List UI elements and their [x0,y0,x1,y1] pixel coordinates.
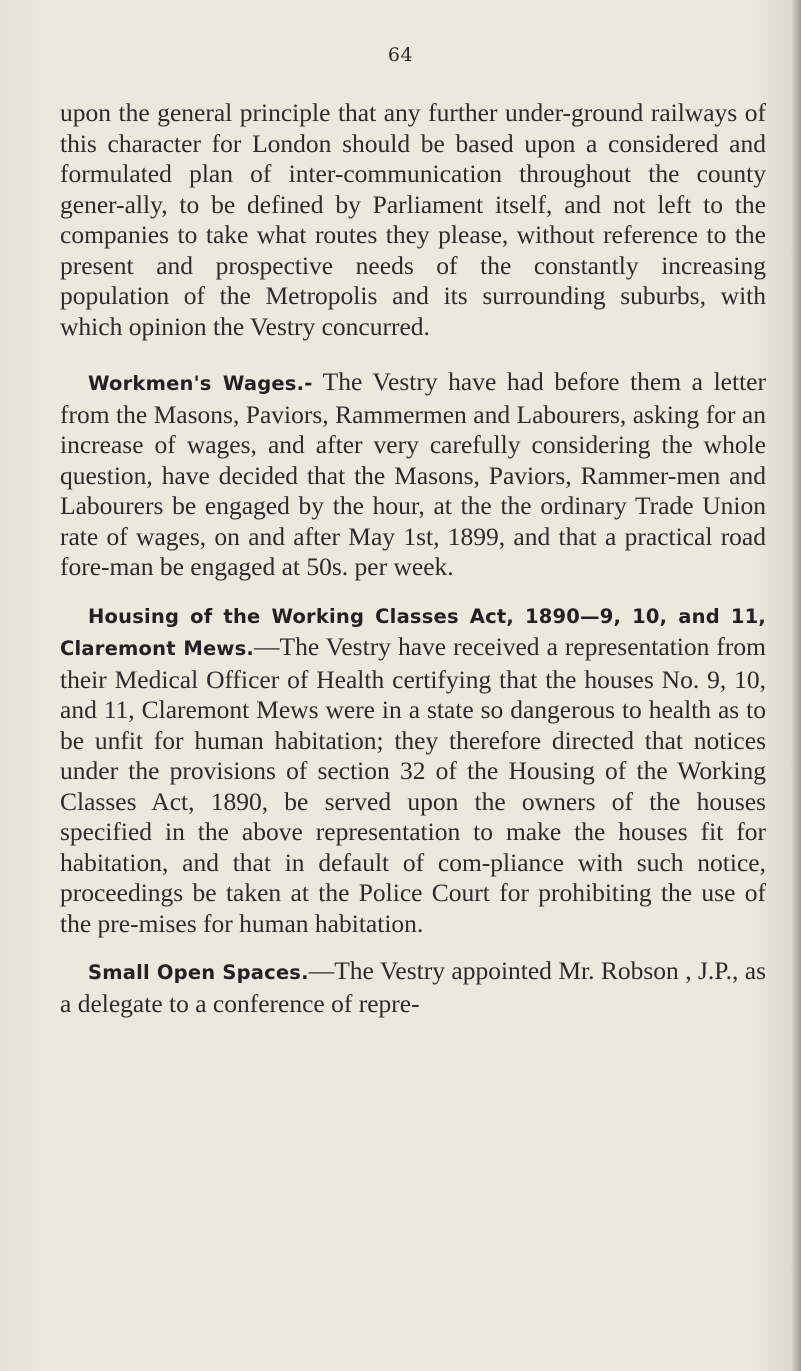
paragraph-housing-act [60,600,766,940]
page-edge-shadow [791,0,801,1371]
paragraph-continuation [60,98,766,342]
paragraph-workmens-wages [60,367,766,583]
page-number: 64 [387,44,414,66]
paragraph-text: upon the general principle that any further under-ground railways of this character for London should be based upon a considered and formulated plan of inter-communication throughout the county gener-ally, to be defined by Parliament itself, and not left to the companies to take what routes they please, without reference to the present and prospective needs of the constantly increasing population of the Metropolis and its surrounding suburbs, with which opinion the Vestry concurred. [60,98,766,341]
paragraph-small-open-spaces [60,956,766,1019]
paragraph-text: —The Vestry have received a representation from their Medical Officer of Health certifying that the houses No. 9, 10, and 11, Claremont Mews were in a state so dangerous to health as to be unfit for human habitation; they therefore directed that notices under the provisions of section 32 of the Housing of the Working Classes Act, 1890, be served upon the owners of the houses specified in the above representation to make the houses fit for habitation, and that in default of com-pliance with such notice, proceedings be taken at the Police Court for prohibiting the use of the pre-mises for human habitation. [60,632,766,938]
body-text [60,98,766,1036]
section-heading: Housing of the Working Classes Act, 1890—9, 10, and 11, Claremont Mews. [60,604,766,660]
section-heading: Workmen's Wages.- [88,372,313,395]
paragraph-text: The Vestry have had before them a letter from the Masons, Paviors, Rammermen and Labourers, asking for an increase of wages, and after very carefully considering the whole question, have decided that the Masons, Paviors, Rammer-men and Labourers be engaged by the hour, at the the ordinary Trade Union rate of wages, on and after May 1st, 1899, and that a practical road fore-man be engaged at 50s. per week. [60,367,766,581]
section-heading: Small Open Spaces. [88,961,309,984]
paragraph-text: —The Vestry appointed Mr. Robson , J.P., as a delegate to a conference of repre- [60,956,767,1018]
